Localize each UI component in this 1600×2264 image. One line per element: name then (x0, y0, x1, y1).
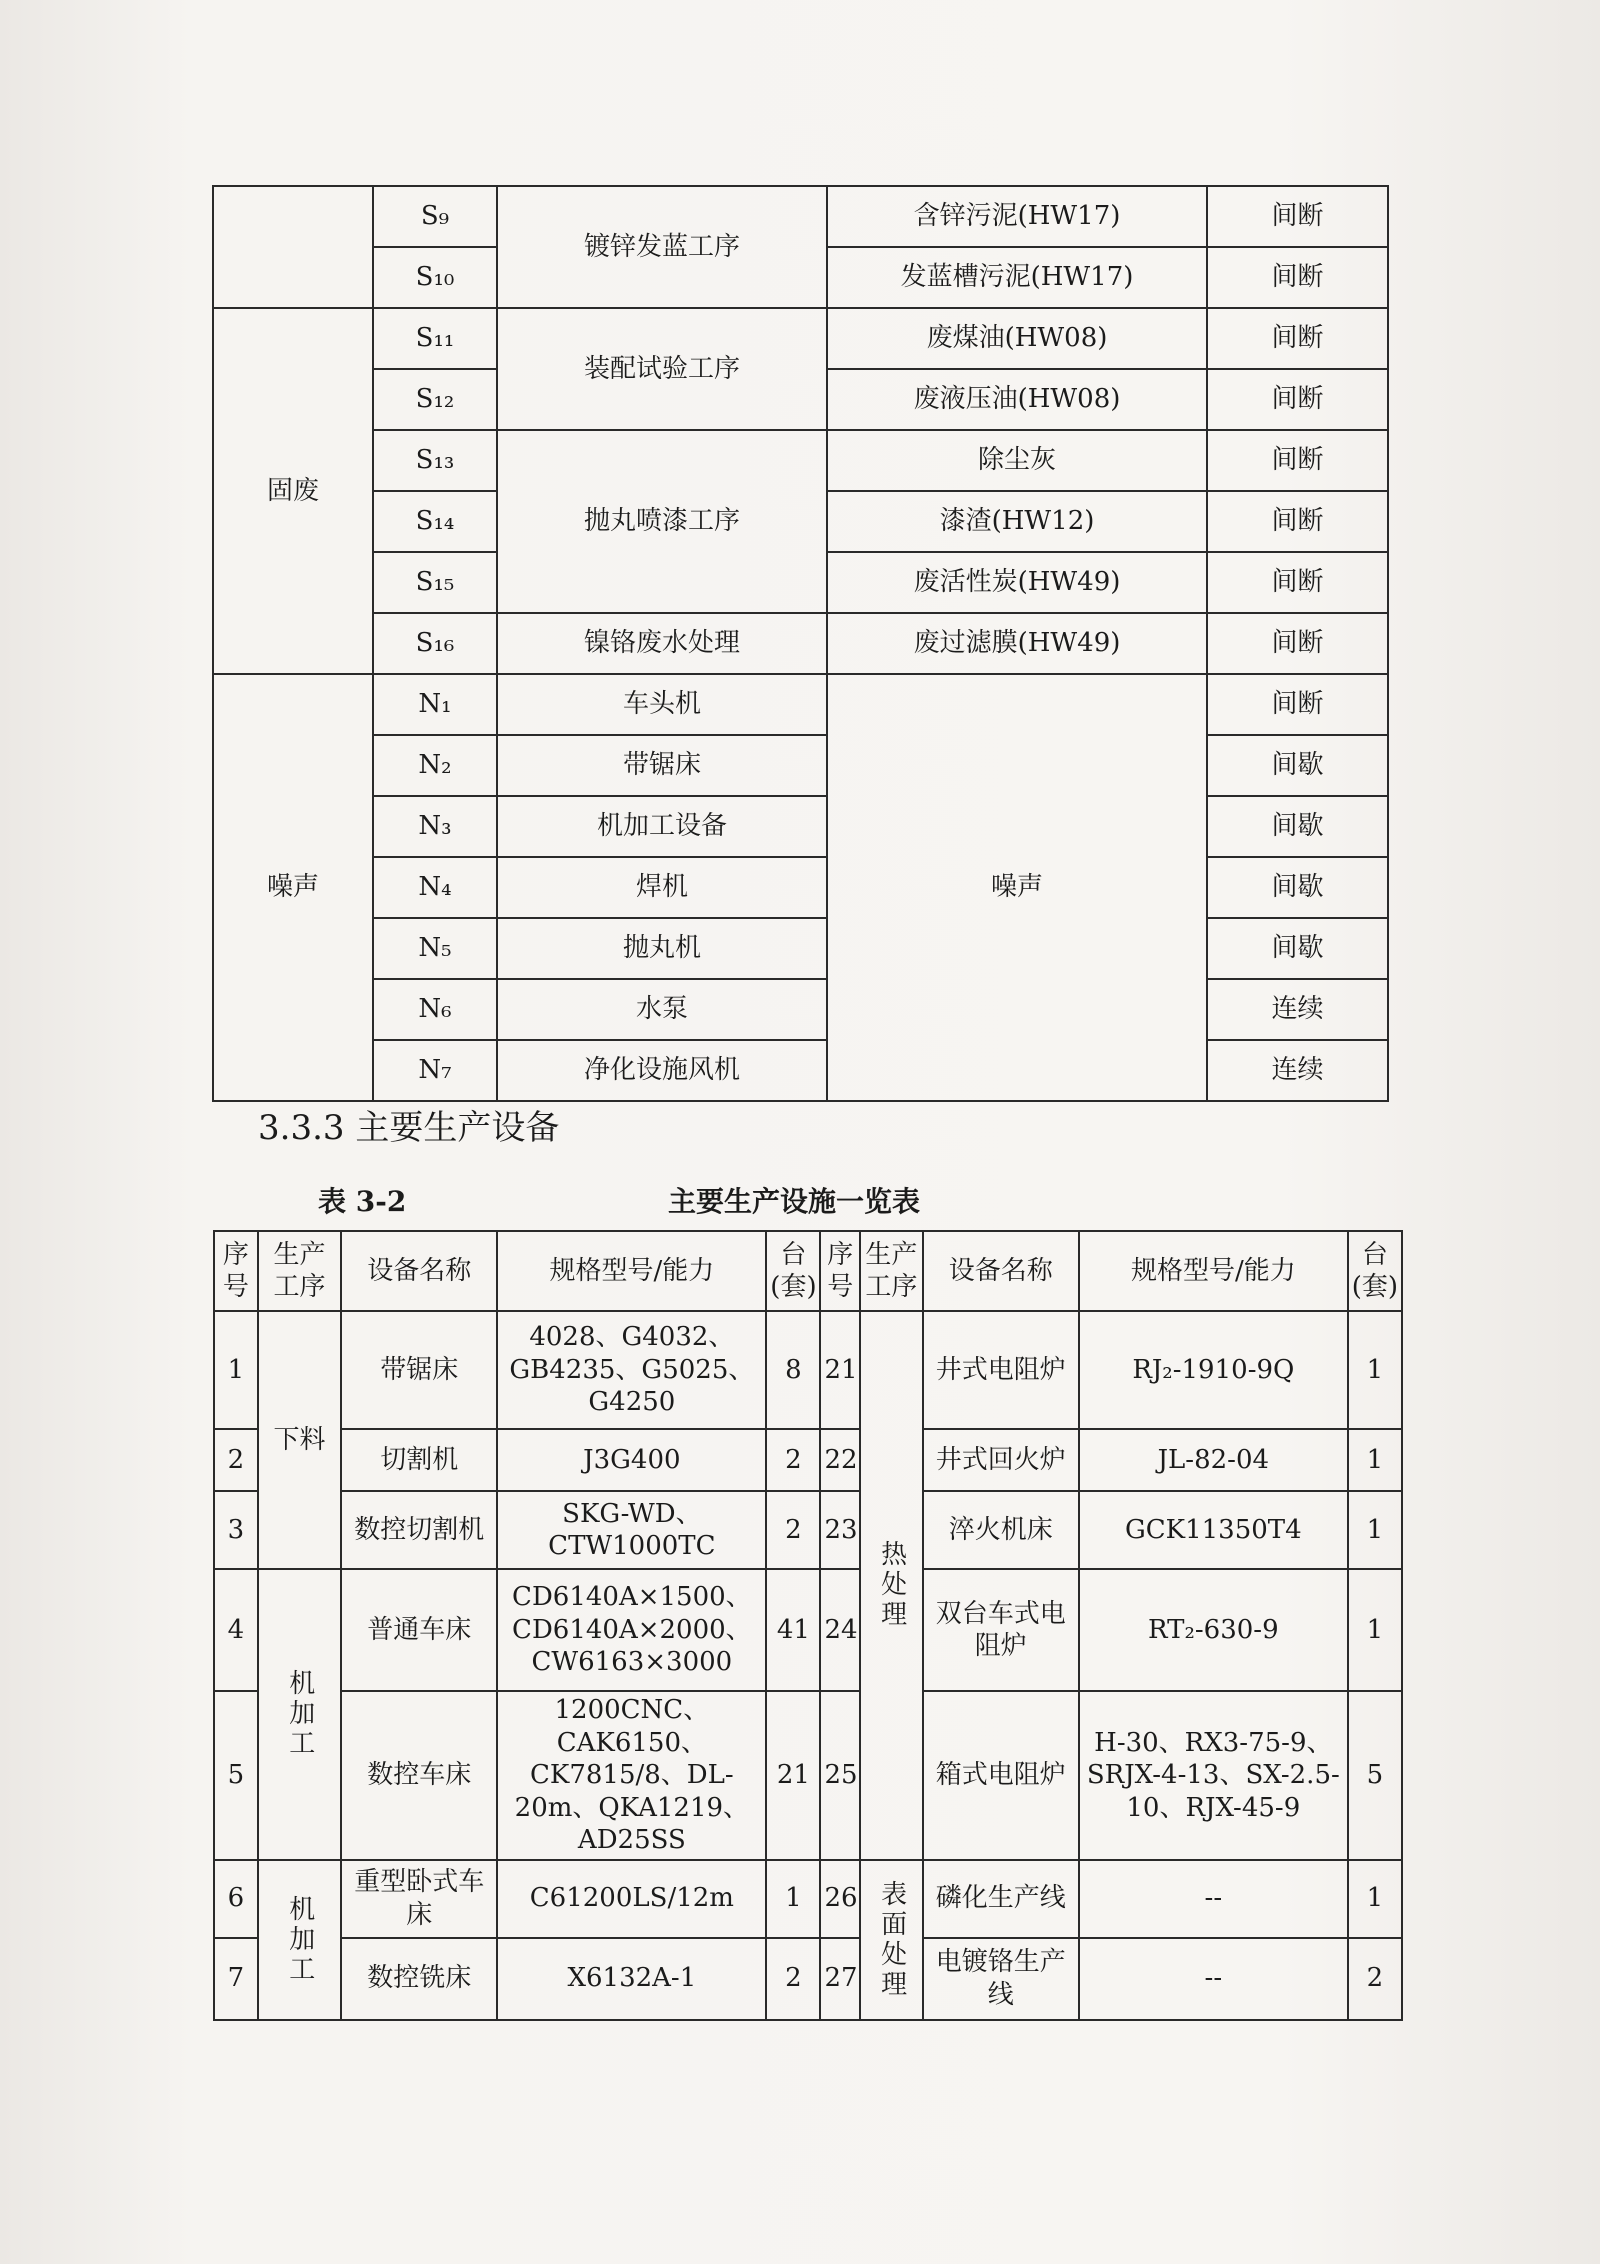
equipment-qty: 1 (1348, 1429, 1402, 1491)
table-row (213, 308, 1388, 369)
header-name: 设备名称 (341, 1231, 497, 1311)
emission-mode: 间断 (1207, 369, 1388, 430)
equipment-qty: 1 (766, 1860, 820, 1938)
section-heading: 3.3.3 主要生产设备 (258, 1108, 560, 1148)
pollutant-cell: 含锌污泥(HW17) (827, 186, 1207, 247)
equipment-qty: 2 (766, 1491, 820, 1569)
row-no: 24 (820, 1569, 860, 1691)
equipment-qty: 1 (1348, 1860, 1402, 1938)
equipment-spec: RJ₂-1910-9Q (1079, 1311, 1348, 1429)
category-solid-waste: 固废 (213, 308, 373, 674)
table-row (213, 674, 1388, 735)
source-code: N₇ (373, 1040, 497, 1101)
emission-mode: 间断 (1207, 247, 1388, 308)
equipment-spec: C61200LS/12m (497, 1860, 766, 1938)
equipment-spec: SKG-WD、CTW1000TC (497, 1491, 766, 1569)
equipment-name: 电镀铬生产线 (923, 1938, 1079, 2020)
row-no: 21 (820, 1311, 860, 1429)
equipment-spec: 4028、G4032、GB4235、G5025、G4250 (497, 1311, 766, 1429)
table-row (213, 918, 1388, 979)
table-row (213, 1040, 1388, 1101)
source-code: N₅ (373, 918, 497, 979)
source-code: S₁₂ (373, 369, 497, 430)
equipment-name: 带锯床 (341, 1311, 497, 1429)
header-stage: 生产工序 (860, 1231, 923, 1311)
source-code: N₁ (373, 674, 497, 735)
table-row (214, 1569, 1402, 1691)
equipment-name: 切割机 (341, 1429, 497, 1491)
table-row (213, 857, 1388, 918)
row-no: 26 (820, 1860, 860, 1938)
header-no: 序号 (214, 1231, 258, 1311)
category-noise: 噪声 (213, 674, 373, 1101)
table-row (213, 796, 1388, 857)
source-code: S₁₁ (373, 308, 497, 369)
equipment-spec: JL-82-04 (1079, 1429, 1348, 1491)
equipment-spec: H-30、RX3-75-9、SRJX-4-13、SX-2.5-10、RJX-45-9 (1079, 1691, 1348, 1860)
table-row (213, 613, 1388, 674)
source-code: N₃ (373, 796, 497, 857)
equipment-name: 井式回火炉 (923, 1429, 1079, 1491)
emission-mode: 间断 (1207, 430, 1388, 491)
equipment-name: 数控车床 (341, 1691, 497, 1860)
process-cell: 净化设施风机 (497, 1040, 827, 1101)
source-code: N₆ (373, 979, 497, 1040)
emission-mode: 连续 (1207, 1040, 1388, 1101)
row-no: 5 (214, 1691, 258, 1860)
row-no: 4 (214, 1569, 258, 1691)
header-name: 设备名称 (923, 1231, 1079, 1311)
table-row (214, 1311, 1402, 1429)
source-code: S₁₆ (373, 613, 497, 674)
equipment-qty: 2 (766, 1429, 820, 1491)
table-header-row (214, 1231, 1402, 1311)
equipment-spec: J3G400 (497, 1429, 766, 1491)
pollutant-cell: 漆渣(HW12) (827, 491, 1207, 552)
stage-cell: 热处理 (860, 1311, 923, 1860)
table-row (214, 1691, 1402, 1860)
table-row (214, 1938, 1402, 2020)
row-no: 27 (820, 1938, 860, 2020)
table-row (214, 1491, 1402, 1569)
process-cell: 车头机 (497, 674, 827, 735)
process-cell: 水泵 (497, 979, 827, 1040)
emission-mode: 间歇 (1207, 918, 1388, 979)
row-no: 1 (214, 1311, 258, 1429)
emission-mode: 间断 (1207, 491, 1388, 552)
equipment-qty: 1 (1348, 1569, 1402, 1691)
process-cell: 装配试验工序 (497, 308, 827, 430)
table-row (213, 979, 1388, 1040)
pollutant-cell: 废煤油(HW08) (827, 308, 1207, 369)
pollutant-cell: 废过滤膜(HW49) (827, 613, 1207, 674)
row-no: 23 (820, 1491, 860, 1569)
pollutant-cell: 发蓝槽污泥(HW17) (827, 247, 1207, 308)
table-row (214, 1860, 1402, 1938)
process-cell: 焊机 (497, 857, 827, 918)
emission-mode: 间断 (1207, 674, 1388, 735)
stage-cell: 表面处理 (860, 1860, 923, 2020)
row-no: 3 (214, 1491, 258, 1569)
table-caption-title: 主要生产设施一览表 (668, 1185, 921, 1218)
equipment-qty: 5 (1348, 1691, 1402, 1860)
emission-mode: 连续 (1207, 979, 1388, 1040)
process-cell: 镀锌发蓝工序 (497, 186, 827, 308)
stage-cell: 机加工 (258, 1860, 341, 2020)
row-no: 2 (214, 1429, 258, 1491)
equipment-spec: -- (1079, 1860, 1348, 1938)
table-caption-number: 表 3-2 (318, 1185, 407, 1218)
equipment-name: 磷化生产线 (923, 1860, 1079, 1938)
equipment-qty: 1 (1348, 1311, 1402, 1429)
equipment-spec: RT₂-630-9 (1079, 1569, 1348, 1691)
emission-mode: 间断 (1207, 308, 1388, 369)
header-no: 序号 (820, 1231, 860, 1311)
stage-cell: 下料 (258, 1311, 341, 1569)
equipment-name: 重型卧式车床 (341, 1860, 497, 1938)
waste-sources-table (212, 185, 1389, 1102)
table-row (213, 186, 1388, 247)
row-no: 7 (214, 1938, 258, 2020)
header-spec: 规格型号/能力 (1079, 1231, 1348, 1311)
header-qty: 台(套) (1348, 1231, 1402, 1311)
pollutant-cell: 废液压油(HW08) (827, 369, 1207, 430)
source-code: S₁₀ (373, 247, 497, 308)
pollutant-cell: 除尘灰 (827, 430, 1207, 491)
equipment-qty: 41 (766, 1569, 820, 1691)
equipment-name: 普通车床 (341, 1569, 497, 1691)
equipment-name: 箱式电阻炉 (923, 1691, 1079, 1860)
source-code: S₉ (373, 186, 497, 247)
row-no: 6 (214, 1860, 258, 1938)
equipment-spec: X6132A-1 (497, 1938, 766, 2020)
header-spec: 规格型号/能力 (497, 1231, 766, 1311)
emission-mode: 间断 (1207, 186, 1388, 247)
process-cell: 抛丸喷漆工序 (497, 430, 827, 613)
equipment-qty: 2 (1348, 1938, 1402, 2020)
source-code: S₁₄ (373, 491, 497, 552)
header-stage: 生产工序 (258, 1231, 341, 1311)
equipment-name: 数控切割机 (341, 1491, 497, 1569)
process-cell: 抛丸机 (497, 918, 827, 979)
row-no: 22 (820, 1429, 860, 1491)
equipment-name: 数控铣床 (341, 1938, 497, 2020)
source-code: S₁₃ (373, 430, 497, 491)
equipment-spec: 1200CNC、CAK6150、CK7815/8、DL-20m、QKA1219、AD25SS (497, 1691, 766, 1860)
source-code: N₂ (373, 735, 497, 796)
emission-mode: 间歇 (1207, 796, 1388, 857)
process-cell: 镍铬废水处理 (497, 613, 827, 674)
table-row (213, 430, 1388, 491)
equipment-qty: 1 (1348, 1491, 1402, 1569)
process-cell: 机加工设备 (497, 796, 827, 857)
equipment-table (213, 1230, 1403, 2021)
row-no: 25 (820, 1691, 860, 1860)
emission-mode: 间歇 (1207, 735, 1388, 796)
equipment-qty: 21 (766, 1691, 820, 1860)
emission-mode: 间断 (1207, 552, 1388, 613)
equipment-spec: -- (1079, 1938, 1348, 2020)
equipment-qty: 2 (766, 1938, 820, 2020)
equipment-name: 淬火机床 (923, 1491, 1079, 1569)
emission-mode: 间歇 (1207, 857, 1388, 918)
equipment-qty: 8 (766, 1311, 820, 1429)
source-code: N₄ (373, 857, 497, 918)
table-row (214, 1429, 1402, 1491)
pollutant-noise: 噪声 (827, 674, 1207, 1101)
equipment-spec: GCK11350T4 (1079, 1491, 1348, 1569)
category-cell-empty (213, 186, 373, 308)
pollutant-cell: 废活性炭(HW49) (827, 552, 1207, 613)
header-qty: 台(套) (766, 1231, 820, 1311)
stage-cell: 机加工 (258, 1569, 341, 1860)
emission-mode: 间断 (1207, 613, 1388, 674)
equipment-spec: CD6140A×1500、CD6140A×2000、CW6163×3000 (497, 1569, 766, 1691)
process-cell: 带锯床 (497, 735, 827, 796)
table-row (213, 735, 1388, 796)
equipment-name: 井式电阻炉 (923, 1311, 1079, 1429)
source-code: S₁₅ (373, 552, 497, 613)
equipment-name: 双台车式电阻炉 (923, 1569, 1079, 1691)
